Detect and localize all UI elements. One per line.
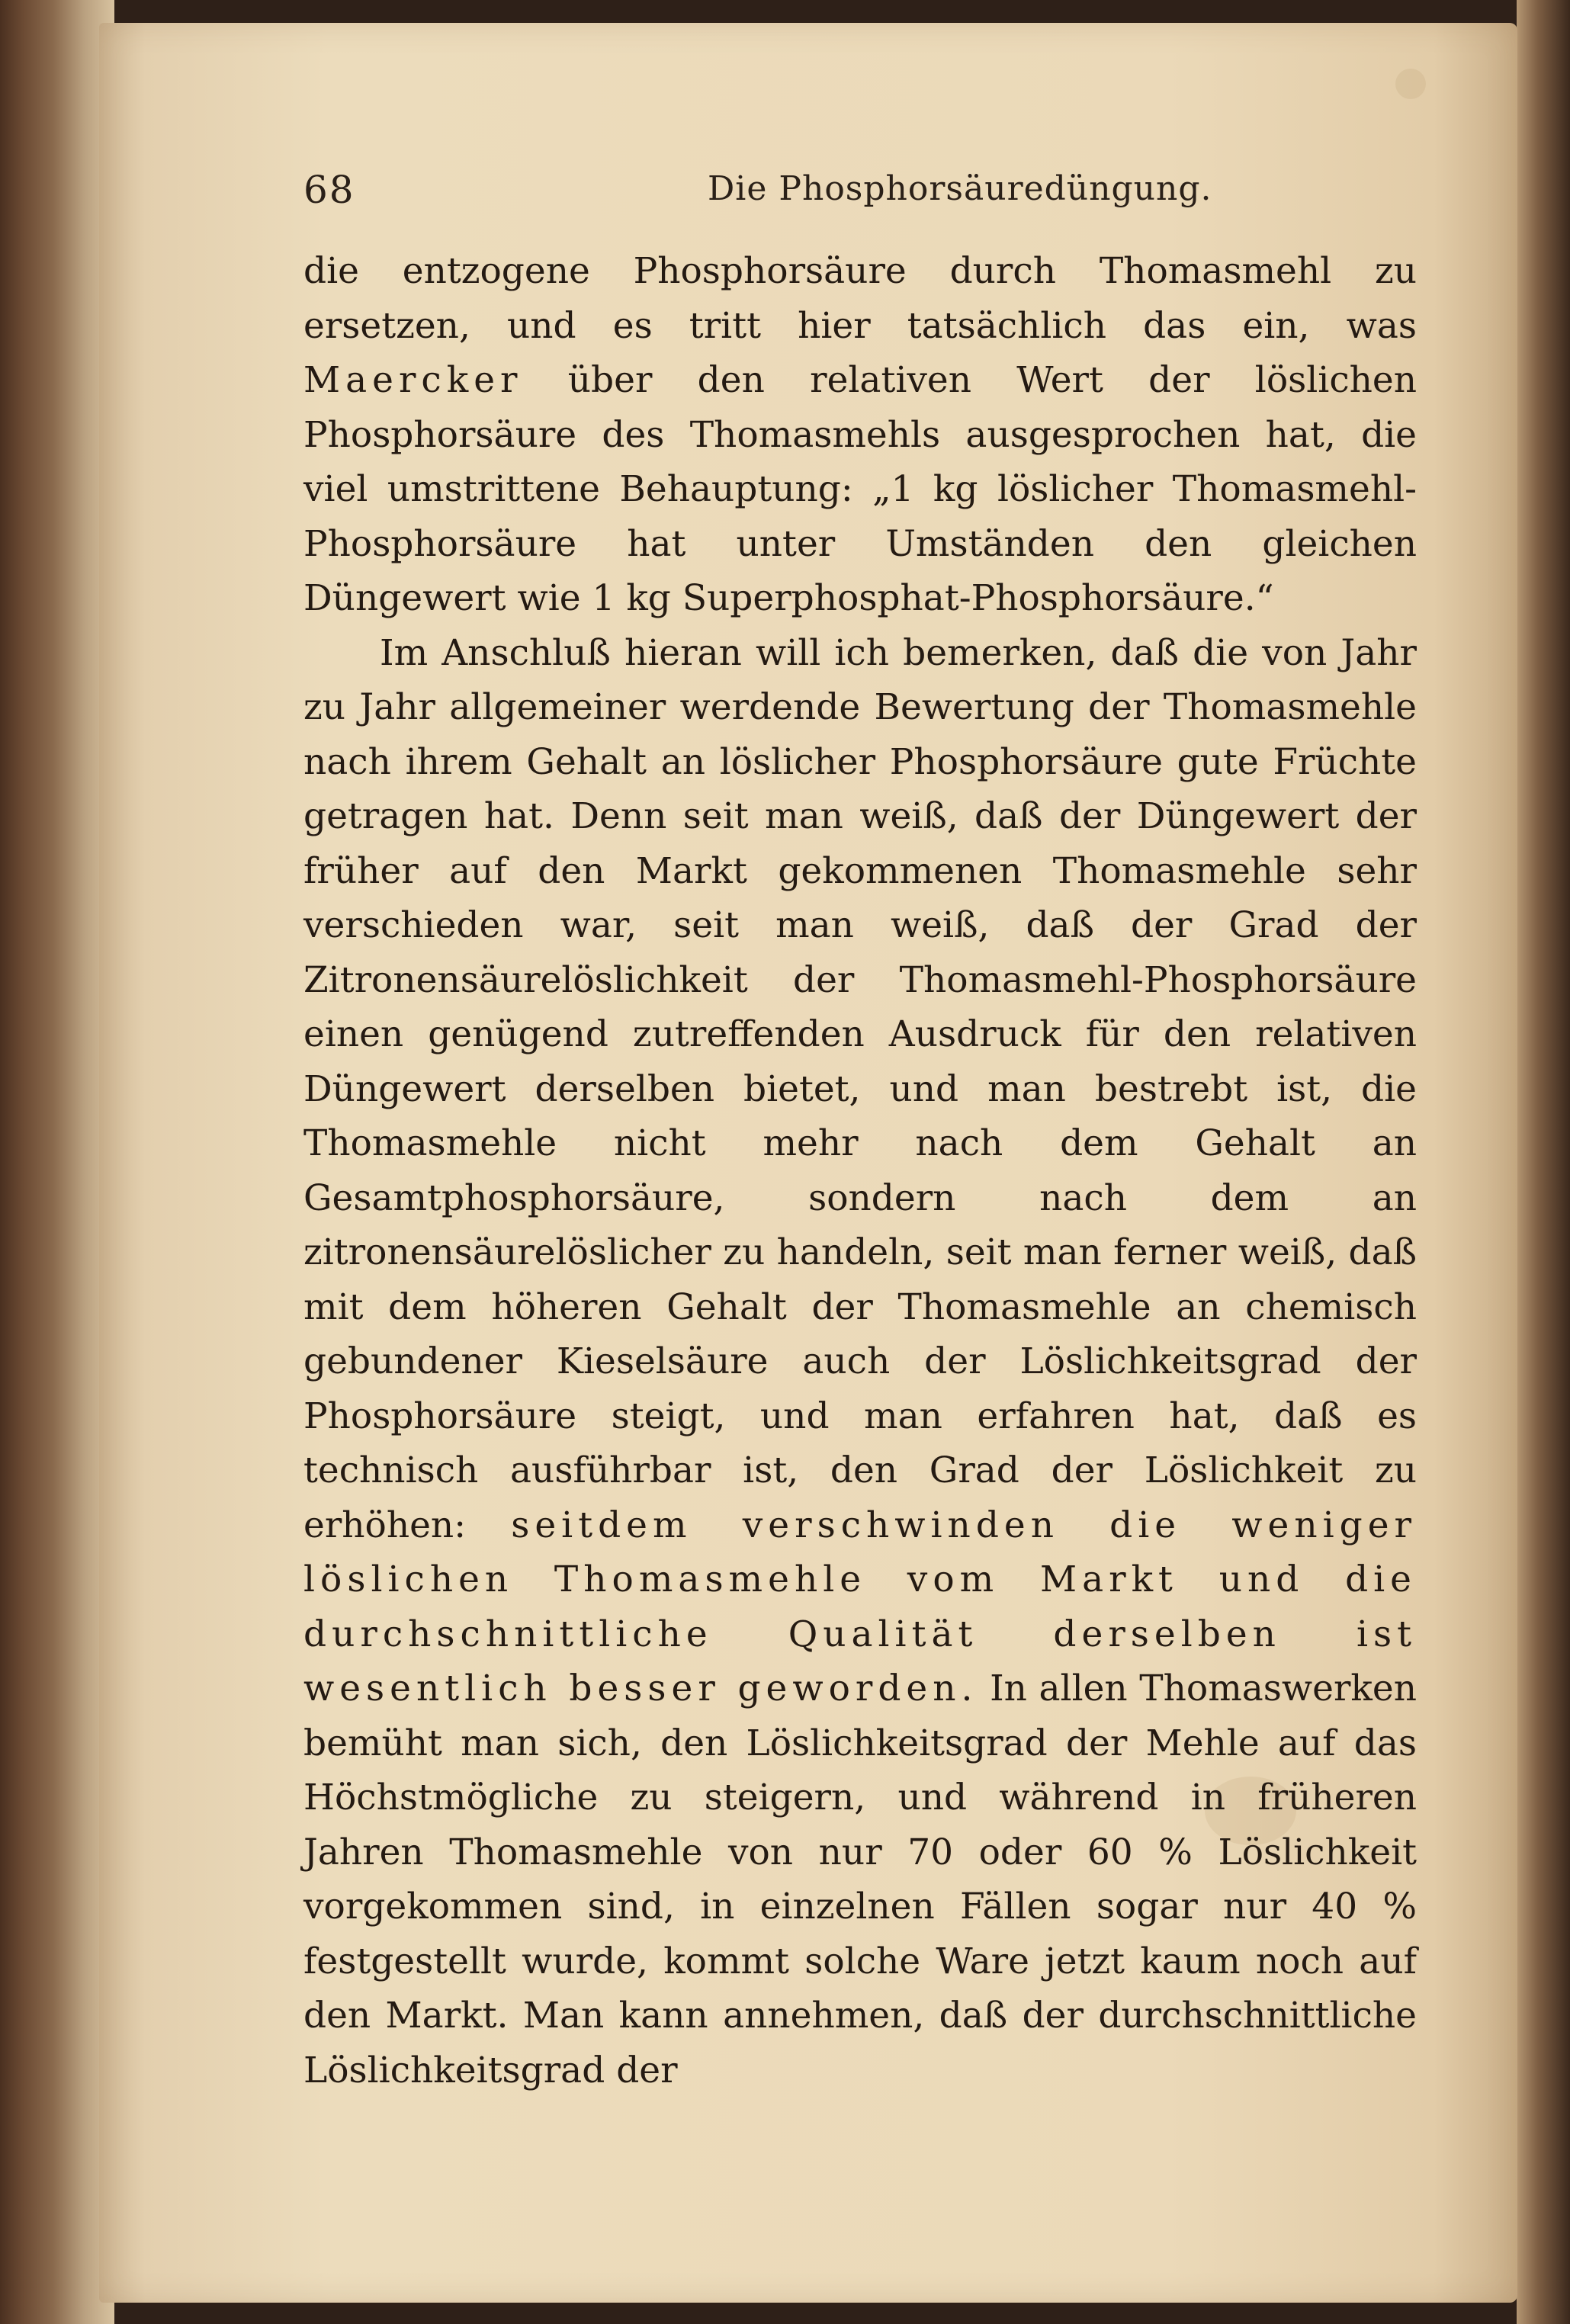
paper-stain <box>1395 69 1426 99</box>
page-number: 68 <box>303 168 355 212</box>
emphasized-passage: seitdem verschwinden die weniger löslichen Thomasmehle vom Markt und die durchschnittliche Qualität derselben ist wesentlich besser geworden. <box>303 1504 1417 1709</box>
page-header <box>303 152 1417 213</box>
paragraph-2 <box>303 626 1417 2098</box>
book-fore-edge <box>1517 0 1570 2324</box>
paragraph-2-text-a: Im Anschluß hieran will ich bemerken, daß die von Jahr zu Jahr allgemeiner werdende Bewertung der Thomasmehle nach ihrem Gehalt an löslicher Phosphorsäure gute Früchte getragen hat. Denn seit man weiß, daß der Düngewert der früher auf den Markt gekommenen Thomasmehle sehr verschieden war, seit man weiß, daß der Grad der Zitronensäurelöslichkeit der Thomasmehl-Phosphorsäure einen genügend zutreffenden Ausdruck für den relativen Düngewert derselben bietet, und man bestrebt ist, die Thomasmehle nicht mehr nach dem Gehalt an Gesamtphosphorsäure, sondern nach dem an zitronensäurelöslicher zu handeln, seit man ferner weiß, daß mit dem höheren Gehalt der Thomasmehle an chemisch gebundener Kieselsäure auch der Löslichkeitsgrad der Phosphorsäure steigt, und man erfahren hat, daß es technisch ausführbar ist, den Grad der Löslichkeit zu erhöhen: <box>303 631 1417 1546</box>
paragraph-2-text-b: In allen Thomaswerken bemüht man sich, den Löslichkeitsgrad der Mehle auf das Höchstmögliche zu steigern, und während in früheren Jahren Thomasmehle von nur 70 oder 60 % Löslichkeit vorgekommen sind, in einzelnen Fällen sogar nur 40 % festgestellt wurde, kommt solche Ware jetzt kaum noch auf den Markt. Man kann annehmen, daß der durchschnittliche Löslichkeitsgrad der <box>303 1668 1417 2091</box>
paragraph-1-text-b: über den relativen Wert der löslichen Phosphorsäure des Thomasmehls ausgesprochen hat, die viel umstrittene Behauptung: „1 kg löslicher Thomasmehl-Phosphorsäure hat unter Umständen den gleichen Düngewert wie 1 kg Superphosphat-Phosphorsäure.“ <box>303 359 1417 619</box>
paragraph-1-text-a: die entzogene Phosphorsäure durch Thomasmehl zu ersetzen, und es tritt hier tatsächlich das ein, was <box>303 250 1417 347</box>
paragraph-1 <box>303 244 1417 626</box>
book-spine-edge <box>0 0 114 2324</box>
body-text <box>303 244 1417 2098</box>
running-head: Die Phosphorsäuredüngung. <box>708 169 1212 208</box>
author-name-maercker: Maercker <box>303 359 523 401</box>
